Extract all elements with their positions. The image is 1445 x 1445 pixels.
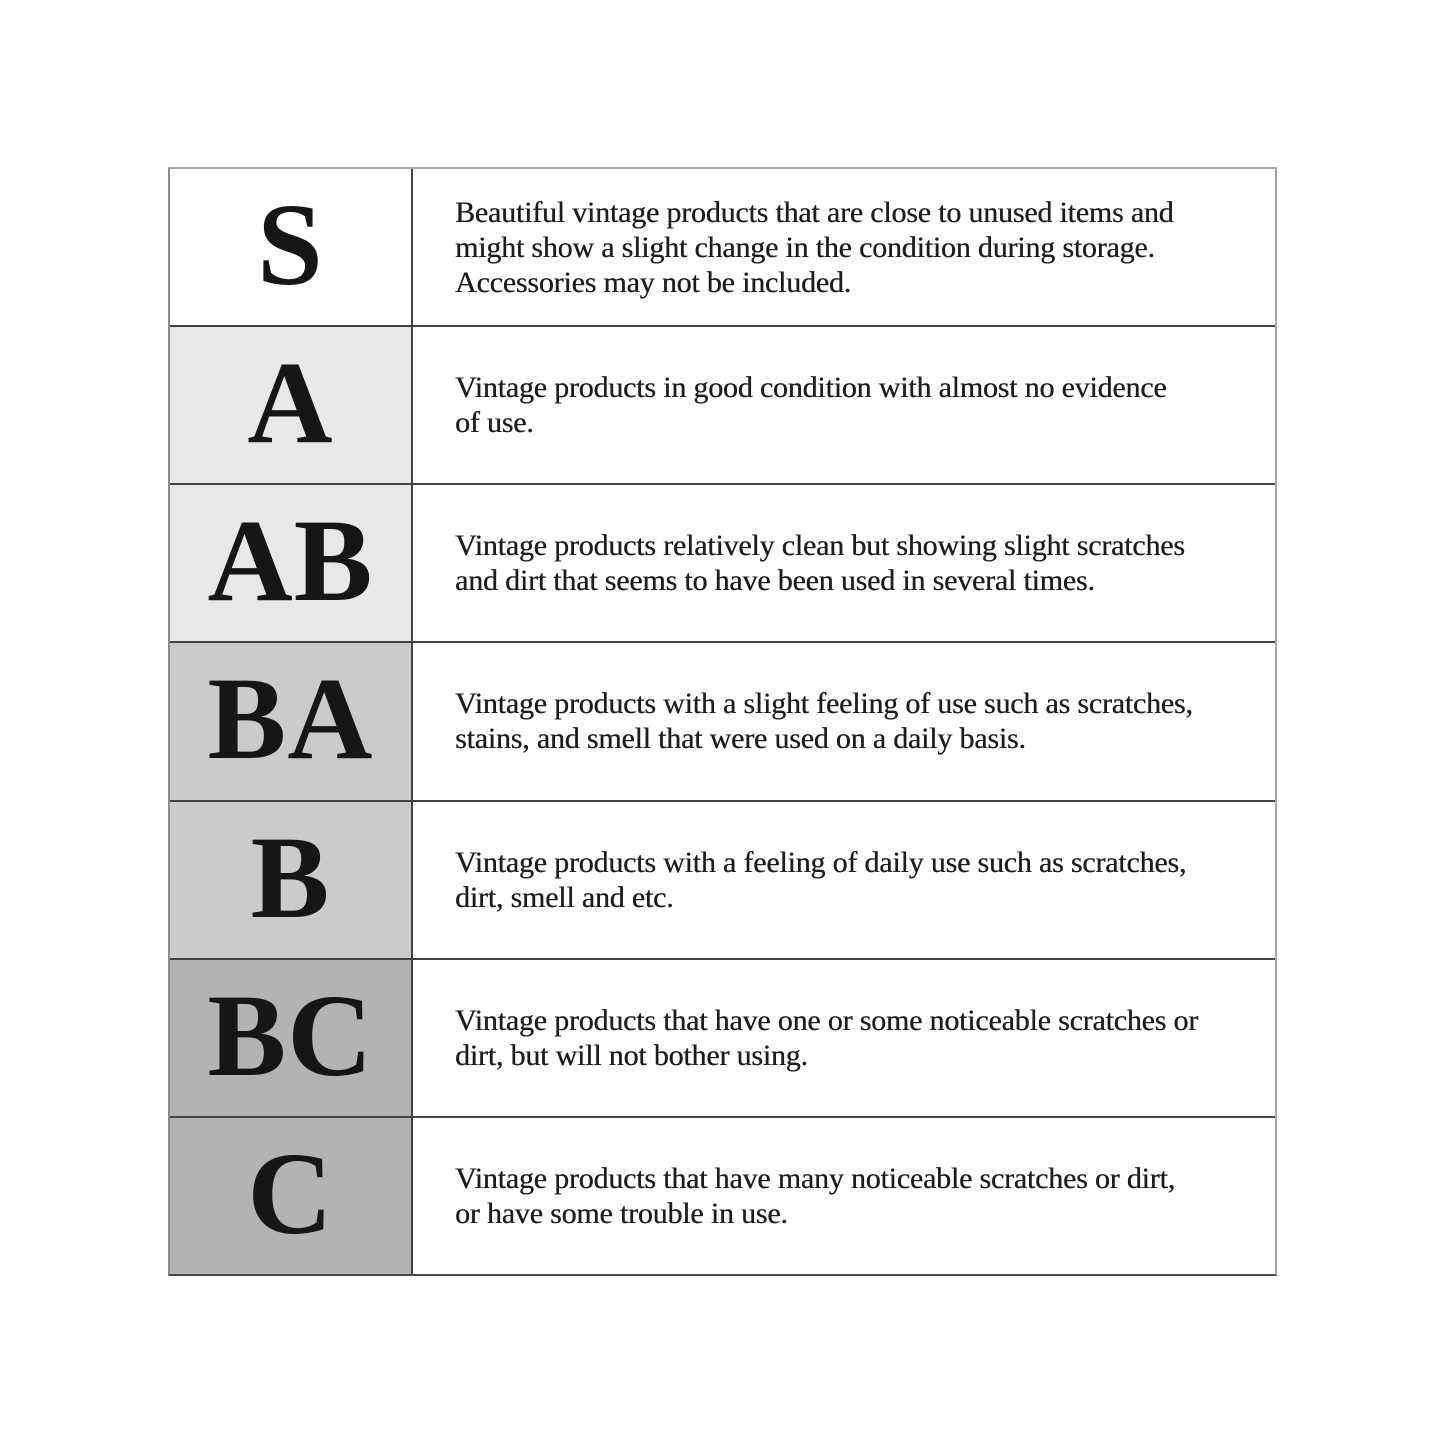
table-row-a	[170, 325, 1275, 483]
grade-description: Vintage products with a slight feeling of use such as scratches, stains, and smell that were used on a daily basis.	[455, 687, 1193, 756]
grade-letter-cell	[170, 960, 413, 1116]
grade-letter-cell	[170, 169, 413, 325]
grade-description-cell	[413, 960, 1275, 1116]
grade-letter-cell	[170, 643, 413, 799]
grade-description-cell	[413, 1118, 1275, 1274]
grade-letter: BA	[207, 653, 374, 785]
grade-letter-cell	[170, 485, 413, 641]
grade-letter: S	[257, 179, 324, 311]
table-row-bc	[170, 958, 1275, 1116]
grade-letter: B	[250, 811, 331, 943]
grade-description: Beautiful vintage products that are close to unused items and might show a slight change in the condition during storage. Accessories may not be included.	[455, 195, 1174, 299]
grade-description: Vintage products that have many noticeable scratches or dirt, or have some trouble in use.	[455, 1161, 1175, 1230]
grade-table	[168, 167, 1277, 1276]
grade-letter: AB	[207, 495, 374, 627]
grade-letter: BC	[207, 969, 374, 1101]
grade-description-cell	[413, 169, 1275, 325]
table-row-c	[170, 1116, 1275, 1274]
grade-description: Vintage products that have one or some noticeable scratches or dirt, but will not bother using.	[455, 1003, 1199, 1072]
grade-letter: A	[247, 337, 334, 469]
grade-description-cell	[413, 485, 1275, 641]
grade-description: Vintage products relatively clean but showing slight scratches and dirt that seems to have been used in several times.	[455, 529, 1185, 598]
grade-description-cell	[413, 327, 1275, 483]
grade-description-cell	[413, 802, 1275, 958]
grade-letter-cell	[170, 327, 413, 483]
table-row-s	[170, 169, 1275, 325]
grade-description-cell	[413, 643, 1275, 799]
grade-letter: C	[247, 1127, 334, 1259]
table-row-b	[170, 800, 1275, 958]
grade-letter-cell	[170, 802, 413, 958]
table-row-ab	[170, 483, 1275, 641]
grade-letter-cell	[170, 1118, 413, 1274]
grade-description: Vintage products with a feeling of daily use such as scratches, dirt, smell and etc.	[455, 845, 1187, 914]
grade-description: Vintage products in good condition with almost no evidence of use.	[455, 371, 1167, 440]
table-row-ba	[170, 641, 1275, 799]
